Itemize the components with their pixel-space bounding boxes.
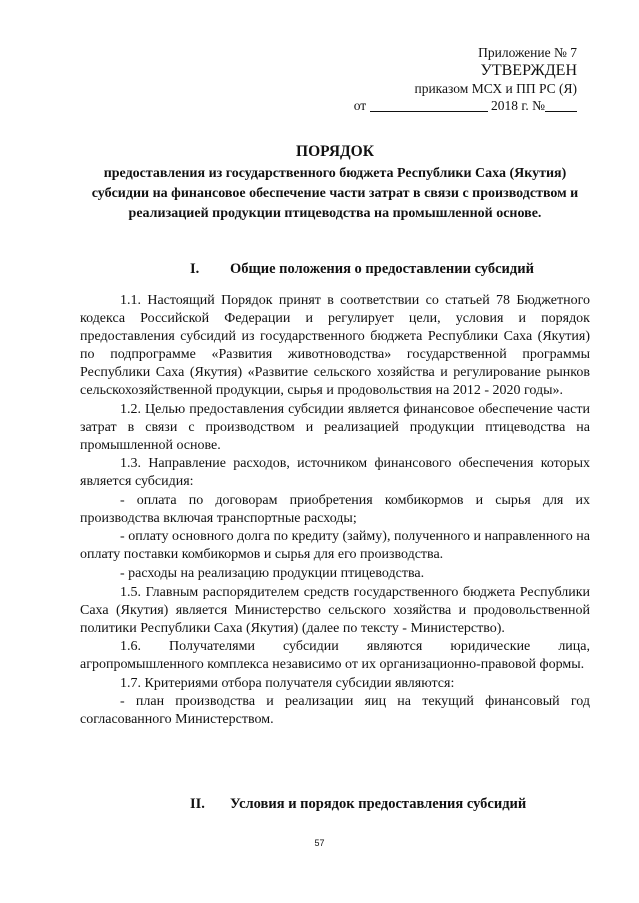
document-title: ПОРЯДОК [296, 143, 374, 160]
approved-label: УТВЕРЖДЕН [480, 62, 577, 79]
paragraph: - оплата по договорам приобретения комбикормов и сырья для их производства включая транспортные расходы; [80, 492, 590, 526]
paragraph: - оплату основного долга по кредиту (займу), полученного и направленного на оплату поставки комбикормов и сырья для его производства. [80, 529, 590, 563]
order-number-field [545, 98, 577, 112]
document-subtitle: предоставления из государственного бюджета Республики Саха (Якутия) субсидии на финансовое обеспечение части затрат в связи с производством и реализацией продукции птицеводства на промышленной основе. [91, 166, 579, 221]
paragraph: 1.6. Получателями субсидии являются юридические лица, агропромышленного комплекса независимо от их организационно-правовой формы. [80, 639, 590, 673]
order-date-line [354, 97, 577, 114]
date-year: 2018 г. № [490, 98, 545, 113]
date-prefix: от [353, 98, 367, 113]
paragraph: 1.1. Настоящий Порядок принят в соответствии со статьей 78 Бюджетного кодекса Российской Федерации и регулирует цели, условия и порядок предоставления субсидий из государственного бюджета Республики Саха (Якутия) по подпрограмме «Развития животноводства» государственной программы Республики Саха (Якутия) «Развитие сельского хозяйства и регулирование рынков сельскохозяйственной продукции, сырья и продовольствия на 2012 - 2020 годы». [80, 293, 590, 398]
paragraph: - план производства и реализации яиц на текущий финансовый год согласованного Министерством. [80, 694, 590, 728]
paragraph: 1.3. Направление расходов, источником финансового обеспечения которых является субсидия: [80, 456, 590, 490]
paragraph: 1.5. Главным распорядителем средств государственного бюджета Республики Саха (Якутия) является Министерство сельского хозяйства и продовольственной политики Республики Саха (Якутия) (далее по тексту - Министерство). [80, 584, 590, 636]
section-number: II. [190, 796, 205, 812]
page-number: 57 [314, 838, 325, 848]
section-title: Общие положения о предоставлении субсидий [230, 261, 534, 277]
appendix-label: Приложение № 7 [478, 45, 577, 60]
date-handwritten-field [370, 98, 488, 112]
paragraph: 1.2. Целью предоставления субсидии является финансовое обеспечение части затрат в связи с производством и реализацией продукции птицеводства на промышленной основе. [80, 401, 590, 453]
approval-stamp [354, 44, 577, 114]
document-body [80, 292, 590, 729]
section-number: I. [190, 261, 200, 277]
section-title: Условия и порядок предоставления субсидий [230, 796, 527, 812]
paragraph: - расходы на реализацию продукции птицеводства. [120, 565, 425, 581]
order-label: приказом МСХ и ПП РС (Я) [414, 81, 577, 96]
paragraph: 1.7. Критериями отбора получателя субсидии являются: [120, 675, 455, 691]
